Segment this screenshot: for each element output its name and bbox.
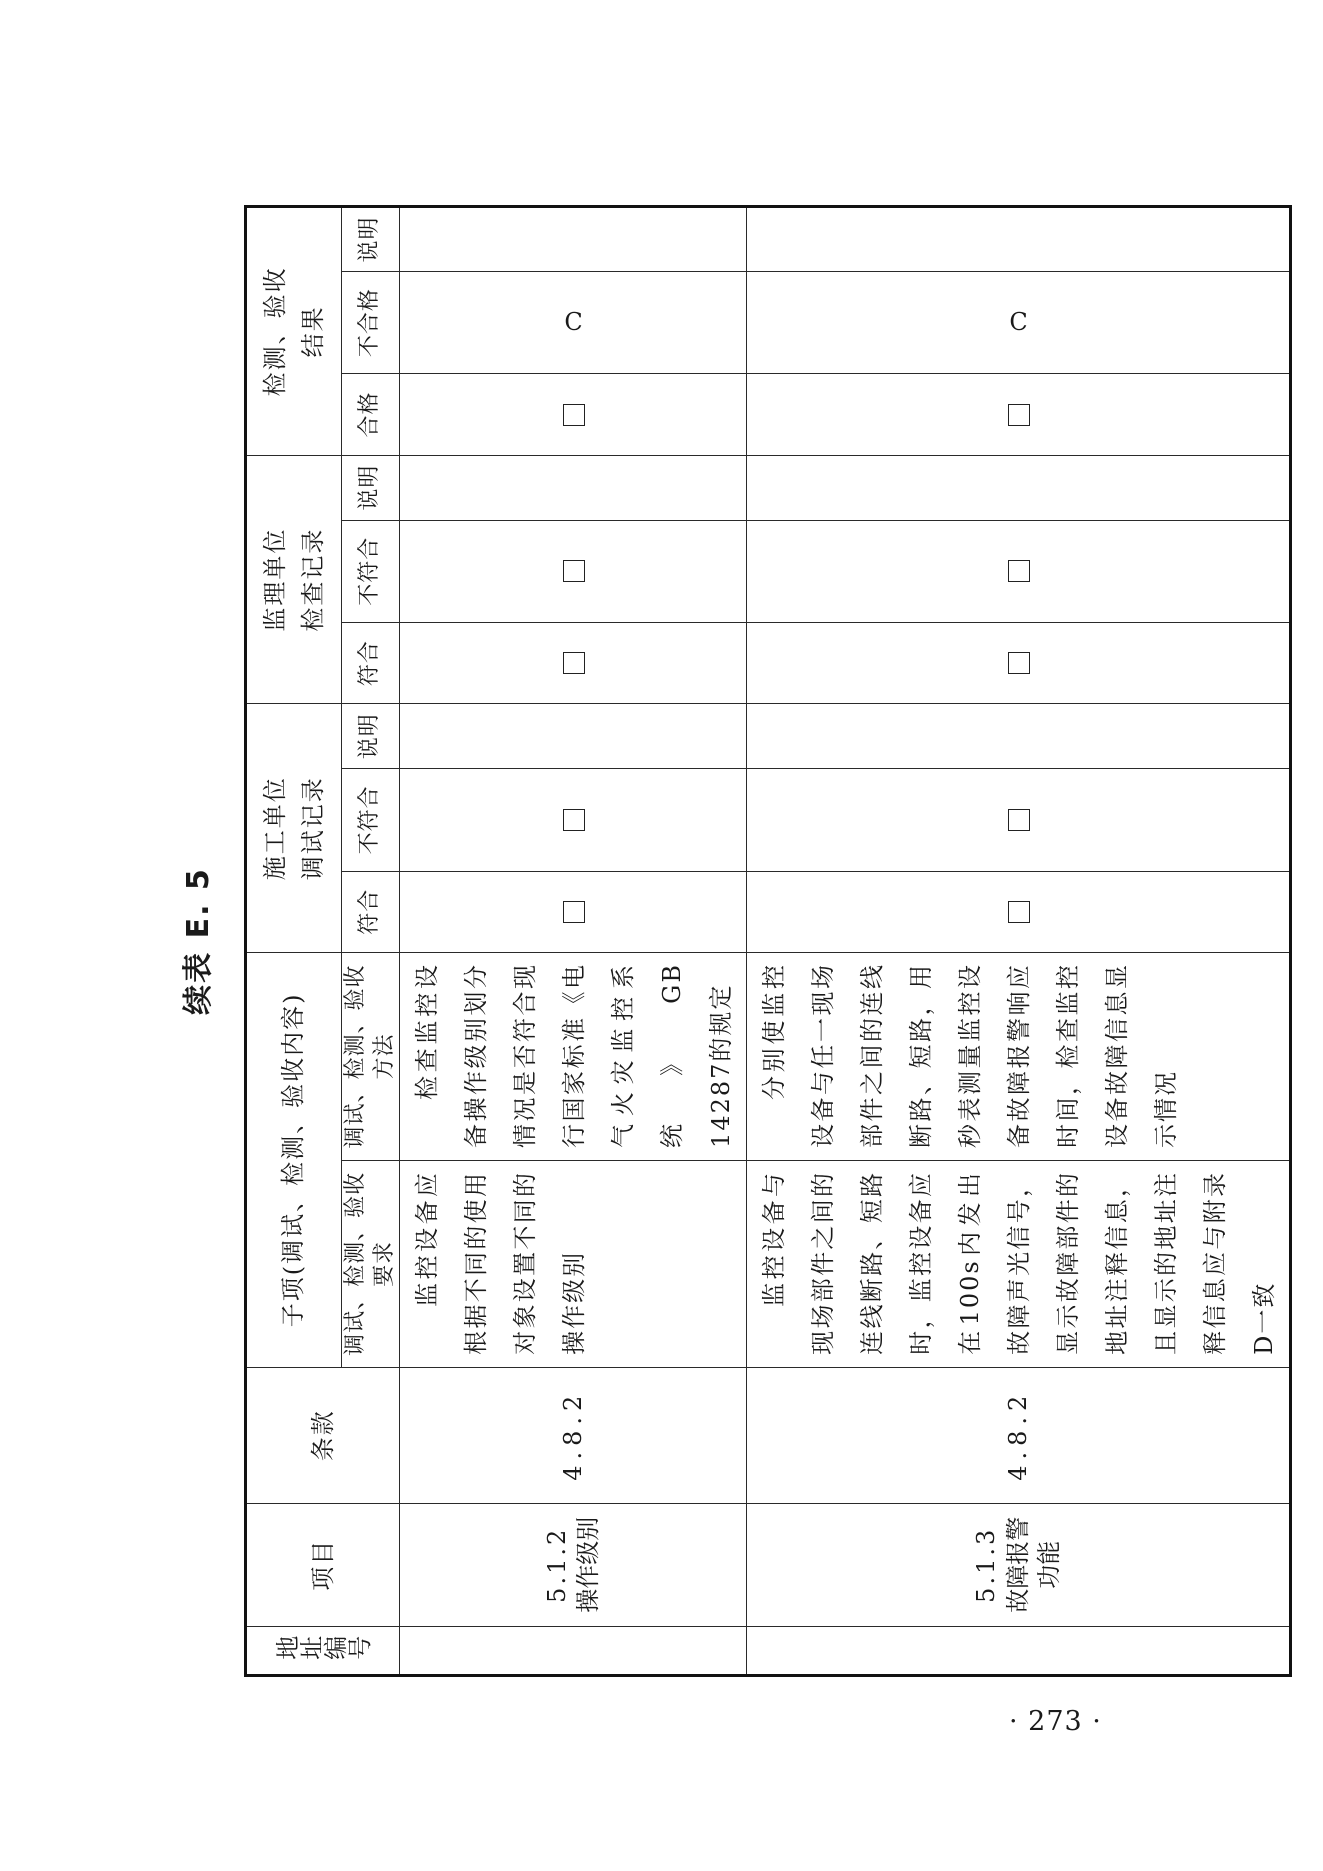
inspection-table bbox=[244, 205, 1292, 1677]
row-address-code bbox=[747, 1626, 1291, 1675]
cell-construction-not-conform[interactable] bbox=[400, 769, 747, 871]
row-item-name: 操作级别 bbox=[574, 1516, 603, 1613]
row-item-number: 5.1.3 bbox=[972, 1526, 1001, 1603]
supervision-conform-checkbox[interactable] bbox=[1008, 652, 1030, 674]
header-project: 项目 bbox=[246, 1503, 400, 1626]
header-result bbox=[246, 207, 342, 456]
header-clause: 条款 bbox=[246, 1367, 400, 1503]
cell-supervision-remark bbox=[400, 455, 747, 520]
cell-construction-remark bbox=[747, 704, 1291, 769]
header-result-label: 检测、验收结果 bbox=[260, 266, 327, 397]
supervision-not-conform-checkbox[interactable] bbox=[563, 560, 585, 582]
header-address-code bbox=[246, 1626, 400, 1675]
page-number: · 273 · bbox=[1009, 1706, 1102, 1737]
cell-supervision-conform[interactable] bbox=[747, 622, 1291, 703]
header-result-remark: 说明 bbox=[342, 207, 400, 272]
header-supervision-record-label: 监理单位检查记录 bbox=[260, 527, 327, 632]
supervision-conform-checkbox[interactable] bbox=[563, 652, 585, 674]
cell-supervision-remark bbox=[747, 455, 1291, 520]
row-requirement bbox=[747, 1160, 1291, 1367]
header-construction-record bbox=[246, 704, 342, 953]
row-method bbox=[747, 953, 1291, 1161]
cell-construction-conform[interactable] bbox=[747, 871, 1291, 952]
result-fail-mark[interactable]: C bbox=[564, 308, 583, 337]
header-row-group bbox=[246, 207, 342, 1676]
cell-result-remark bbox=[747, 207, 1291, 272]
result-fail-mark[interactable]: C bbox=[1009, 308, 1028, 337]
construction-not-conform-checkbox[interactable] bbox=[563, 809, 585, 831]
construction-not-conform-checkbox[interactable] bbox=[1008, 809, 1030, 831]
header-construction-remark: 说明 bbox=[342, 704, 400, 769]
construction-conform-checkbox[interactable] bbox=[1008, 901, 1030, 923]
cell-result-remark bbox=[400, 207, 747, 272]
cell-supervision-not-conform[interactable] bbox=[400, 520, 747, 622]
row-item-name: 故障报警功能 bbox=[1003, 1516, 1063, 1613]
row-item-number: 5.1.2 bbox=[543, 1526, 571, 1603]
header-supervision-conform: 符合 bbox=[342, 622, 400, 703]
header-construction-conform: 符合 bbox=[342, 871, 400, 952]
cell-supervision-conform[interactable] bbox=[400, 622, 747, 703]
supervision-not-conform-checkbox[interactable] bbox=[1008, 560, 1030, 582]
cell-result-fail[interactable] bbox=[400, 271, 747, 373]
cell-construction-conform[interactable] bbox=[400, 871, 747, 952]
header-construction-record-label: 施工单位调试记录 bbox=[260, 776, 327, 881]
row-requirement-text: 监控设备应根据不同的使用对象设置不同的操作级别 bbox=[413, 1170, 589, 1355]
header-supervision-record bbox=[246, 455, 342, 704]
cell-result-fail[interactable] bbox=[747, 271, 1291, 373]
construction-conform-checkbox[interactable] bbox=[563, 901, 585, 923]
header-result-pass: 合格 bbox=[342, 374, 400, 455]
row-clause: 4.8.2 bbox=[747, 1367, 1291, 1503]
cell-supervision-not-conform[interactable] bbox=[747, 520, 1291, 622]
row-method bbox=[400, 953, 747, 1161]
header-address-code-label: 地址编号 bbox=[275, 1636, 372, 1665]
header-supervision-not-conform: 不符合 bbox=[342, 520, 400, 622]
cell-construction-remark bbox=[400, 704, 747, 769]
rotated-table-block bbox=[181, 205, 1279, 1677]
cell-result-pass[interactable] bbox=[400, 374, 747, 455]
header-requirement: 调试、检测、验收要求 bbox=[342, 1160, 400, 1367]
row-item bbox=[400, 1503, 747, 1626]
row-requirement bbox=[400, 1160, 747, 1367]
header-sub-item: 子项(调试、检测、验收内容) bbox=[246, 953, 342, 1368]
table-title: 续表 E. 5 bbox=[181, 867, 216, 1015]
table-row bbox=[747, 207, 1291, 1676]
table-row bbox=[400, 207, 747, 1676]
header-supervision-remark: 说明 bbox=[342, 455, 400, 520]
result-pass-checkbox[interactable] bbox=[563, 404, 585, 426]
row-method-text: 检查监控设备操作级别划分情况是否符合现行国家标准《电气火灾监控系统》GB 14287的规定 bbox=[413, 963, 736, 1148]
cell-result-pass[interactable] bbox=[747, 374, 1291, 455]
row-item bbox=[747, 1503, 1291, 1626]
header-method: 调试、检测、验收方法 bbox=[342, 953, 400, 1161]
row-method-text: 分别使监控设备与任一现场部件之间的连线断路、短路，用秒表测量监控设备故障报警响应时间，检查监控设备故障信息显示情况 bbox=[760, 963, 1181, 1148]
header-result-fail: 不合格 bbox=[342, 271, 400, 373]
result-pass-checkbox[interactable] bbox=[1008, 404, 1030, 426]
row-clause: 4.8.2 bbox=[400, 1367, 747, 1503]
header-construction-not-conform: 不符合 bbox=[342, 769, 400, 871]
cell-construction-not-conform[interactable] bbox=[747, 769, 1291, 871]
row-address-code bbox=[400, 1626, 747, 1675]
row-requirement-text: 监控设备与现场部件之间的连线断路、短路时，监控设备应在100s内发出故障声光信号，显示故障部件的地址注释信息，且显示的地址注释信息应与附录D一致 bbox=[760, 1170, 1279, 1355]
